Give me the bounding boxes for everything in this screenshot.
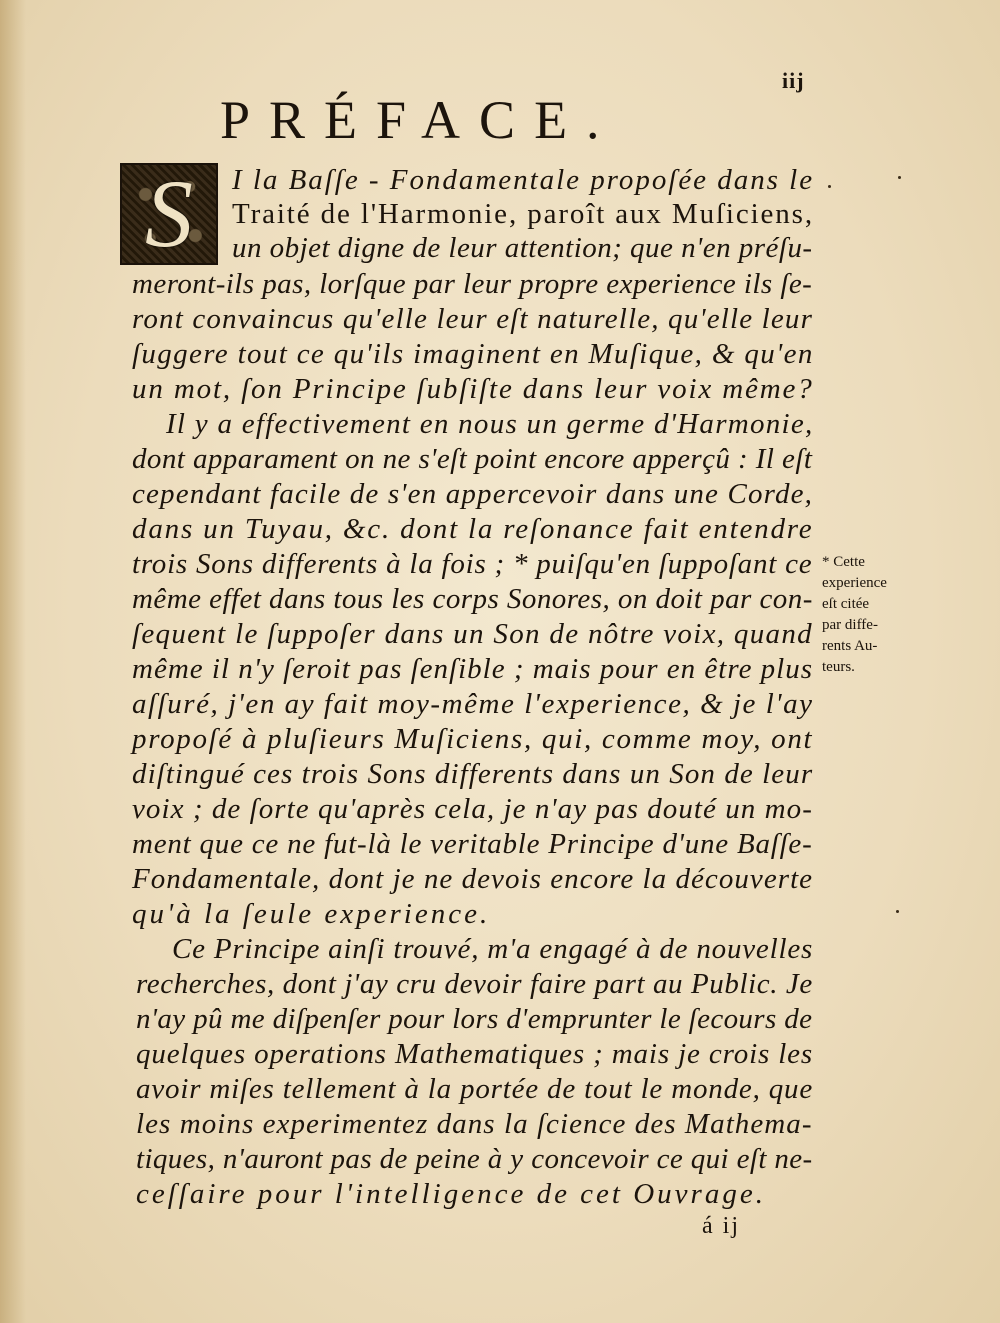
- text-line: recherches, dont j'ay cru devoir faire part au Public. Je: [136, 968, 813, 1000]
- margin-note-line: eſt citée: [822, 596, 870, 612]
- ink-speck: [896, 910, 899, 913]
- text-line: même il n'y ſeroit pas ſenſible ; mais pour en être plus: [132, 653, 814, 685]
- text-line: qu'à la ſeule experience.: [132, 898, 491, 930]
- drop-cap-letter: S: [145, 163, 193, 265]
- text-line: Ce Principe ainſi trouvé, m'a engagé à de nouvelles: [172, 933, 814, 965]
- text-line: cependant facile de s'en appercevoir dans une Corde,: [132, 478, 814, 510]
- text-line: les moins experimentez dans la ſcience des Mathema-: [136, 1108, 813, 1140]
- margin-note-line: par diffe-: [822, 617, 878, 633]
- margin-note-line: rents Au-: [822, 638, 878, 654]
- text-line: diſtingué ces trois Sons differents dans un Son de leur: [132, 758, 814, 790]
- margin-note-line: * Cette: [822, 554, 865, 570]
- text-line: quelques operations Mathematiques ; mais je crois les: [136, 1038, 814, 1070]
- text-line: Fondamentale, dont je ne devois encore la découverte: [132, 863, 814, 895]
- text-line: avoir miſes tellement à la portée de tout le monde, que: [136, 1073, 814, 1105]
- text-line: aſſuré, j'en ay fait moy-même l'experience, & je l'ay: [132, 688, 814, 720]
- text-line: ment que ce ne fut-là le veritable Principe d'une Baſſe-: [132, 828, 813, 860]
- text-line: trois Sons differents à la fois ; * puiſqu'en ſuppoſant ce: [132, 548, 813, 580]
- text-line: même effet dans tous les corps Sonores, on doit par con-: [132, 583, 813, 615]
- text-line: ront convaincus qu'elle leur eſt naturelle, qu'elle leur: [132, 303, 814, 335]
- text-line: dont apparament on ne s'eſt point encore apperçû : Il eſt: [132, 443, 813, 475]
- text-line: voix ; de ſorte qu'après cela, je n'ay pas douté un mo-: [132, 793, 813, 825]
- text-line: un objet digne de leur attention; que n'en préſu-: [232, 232, 813, 264]
- margin-note-line: teurs.: [822, 659, 855, 675]
- text-line: Il y a effectivement en nous un germe d'Harmonie,: [166, 408, 814, 440]
- margin-note: [822, 552, 912, 678]
- text-line: dans un Tuyau, &c. dont la reſonance fait entendre: [132, 513, 814, 545]
- text-line: n'ay pû me diſpenſer pour lors d'emprunter le ſecours de: [136, 1003, 813, 1035]
- page-number: iij: [782, 68, 805, 93]
- text-line: propoſé à pluſieurs Muſiciens, qui, comme moy, ont: [132, 723, 814, 755]
- ink-speck: [828, 185, 831, 188]
- text-line: ſequent le ſuppoſer dans un Son de nôtre voix, quand: [132, 618, 813, 650]
- text-line: meront-ils pas, lorſque par leur propre experience ils ſe-: [132, 268, 813, 300]
- signature-mark: á ij: [702, 1213, 740, 1239]
- text-line: Traité de l'Harmonie, paroît aux Muſiciens,: [232, 198, 814, 230]
- page-title: PRÉFACE.: [220, 90, 619, 150]
- text-line: I la Baſſe - Fondamentale propoſée dans le: [232, 164, 815, 196]
- ink-speck: [898, 176, 901, 179]
- text-line: tiques, n'auront pas de peine à y concevoir ce qui eſt ne-: [136, 1143, 813, 1175]
- text-line: ſuggere tout ce qu'ils imaginent en Muſique, & qu'en: [132, 338, 814, 370]
- margin-note-line: experience: [822, 575, 887, 591]
- text-line: un mot, ſon Principe ſubſiſte dans leur voix même?: [132, 373, 814, 405]
- text-line: ceſſaire pour l'intelligence de cet Ouvrage.: [136, 1178, 766, 1210]
